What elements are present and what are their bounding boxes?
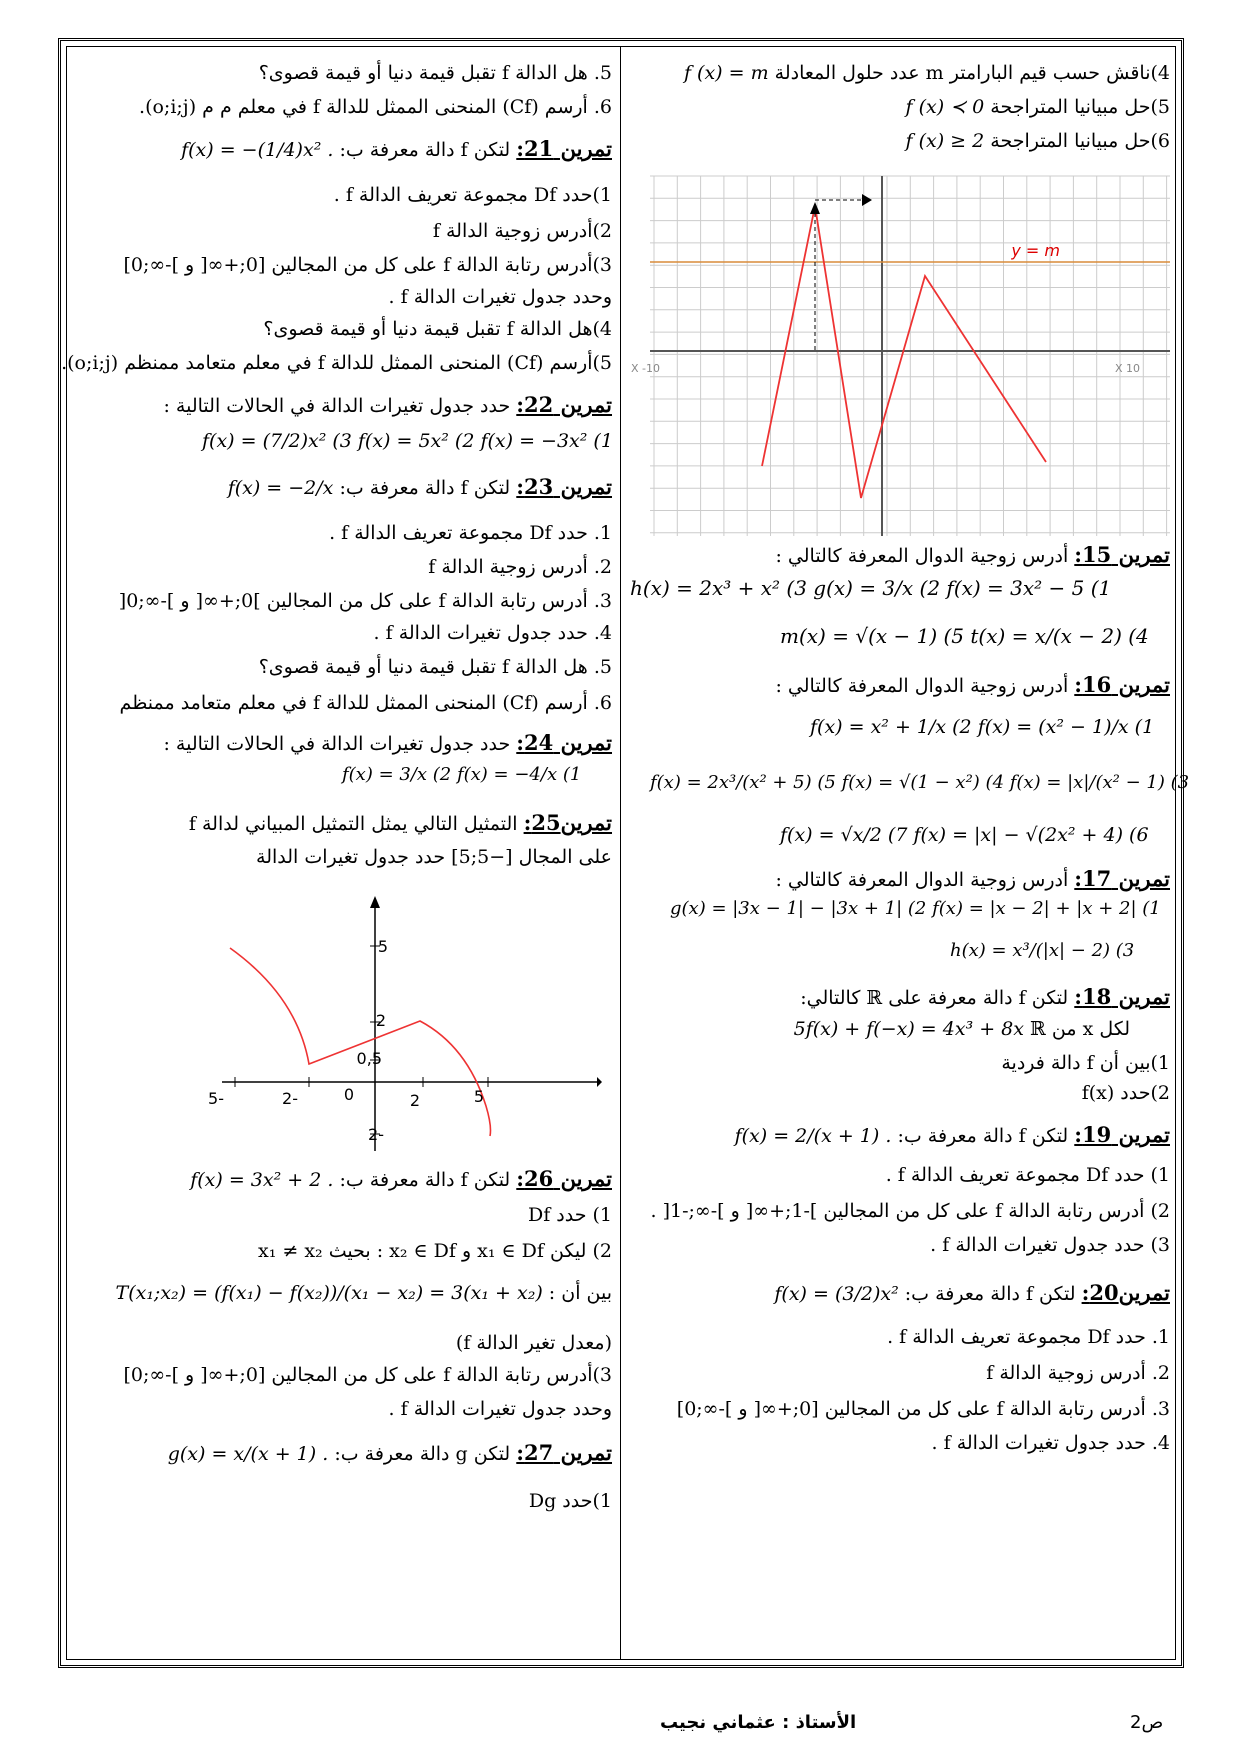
page-number: ص2 [1130,1712,1164,1733]
ex23-q1: 1. حدد Df مجموعة تعريف الدالة f . [329,522,612,544]
ex26-q1: 1) حدد Df [527,1204,612,1226]
ex23-q4: 4. حدد جدول تغيرات الدالة f . [373,622,612,644]
ex17-heading: تمرين 17: أدرس زوجية الدوال المعرفة كالتالي : [775,866,1170,891]
label-y-m: y = m [1011,241,1060,260]
ex19-q1: 1) حدد Df مجموعة تعريف الدالة f . [885,1164,1170,1186]
top-q6: 6. أرسم (Cf) المنحنى الممثل للدالة f في معلم م م (o;i;j). [139,96,612,118]
x-arrow-icon [597,1077,602,1087]
ex16-heading: تمرين 16: أدرس زوجية الدوال المعرفة كالتالي : [775,672,1170,697]
ex15-math2: m(x) = √(x − 1) (5 t(x) = x/(x − 2) (4 [780,624,1149,648]
tick-x-2: 2 [409,1091,420,1110]
ex24-heading: تمرين 24: حدد جدول تغيرات الدالة في الحالات التالية : [163,730,612,755]
ex26-q2m: بين أن : T(x₁;x₂) = (f(x₁) − f(x₂))/(x₁ − x₂) = 3(x₁ + x₂) [115,1282,612,1304]
ex15-math1: h(x) = 2x³ + x² (3 g(x) = 3/x (2 f(x) = 3x² − 5 (1 [630,576,1112,600]
ex17-math1: g(x) = |3x − 1| − |3x + 1| (2 f(x) = |x − 2| + |x + 2| (1 [670,898,1161,919]
ex19-heading: تمرين 19: لتكن f دالة معرفة ب: f(x) = 2/(x + 1) . [734,1122,1170,1147]
ex26-q2: 2) ليكن x₁ ∈ Df و x₂ ∈ Df : بحيث x₁ ≠ x₂ [258,1240,612,1262]
ex20-q1: 1. حدد Df مجموعة تعريف الدالة f . [887,1326,1170,1348]
author: الأستاذ : عثماني نجيب [660,1712,857,1733]
ex18-heading: تمرين 18: لتكن f دالة معرفة على ℝ كالتالي: [800,984,1170,1009]
ex18-math: لكل x من ℝ 5f(x) + f(−x) = 4x³ + 8x [793,1018,1130,1040]
ex25-graph [208,896,602,1156]
ex24-math: f(x) = 3/x (2 f(x) = −4/x (1 [342,764,582,785]
ex22-heading: تمرين 22: حدد جدول تغيرات الدالة في الحالات التالية : [163,392,612,417]
q6-line: 6)حل مبيانيا المتراجحة f (x) ≥ 2 [905,130,1170,152]
ex20-q4: 4. حدد جدول تغيرات الدالة f . [931,1432,1170,1454]
tick-y-neg2: -2 [368,1125,384,1144]
ex21-q5: 5)أرسم (Cf) المنحنى الممثل للدالة f في معلم متعامد ممنظم (o;i;j). [61,352,612,374]
label-xmin: X -10 [631,362,660,375]
y-arrow-icon [370,896,380,908]
ex21-q3b: وحدد جدول تغيرات الدالة f . [388,286,612,308]
tick-x-neg5: -5 [208,1089,224,1108]
ex16-math2: f(x) = 2x³/(x² + 5) (5 f(x) = √(1 − x²) (4 f(x) = |x|/(x² − 1) (3 [650,772,1190,793]
ex22-math: f(x) = (7/2)x² (3 f(x) = 5x² (2 f(x) = −3x² (1 [202,430,613,452]
tick-y-0-5: 0,5 [356,1049,382,1068]
ex17-math2: h(x) = x³/(|x| − 2) (3 [950,940,1135,961]
ex19-q2: 2) أدرس رتابة الدالة f على كل من المجالين ]-1;+∞[ و ]-∞;-1[ . [650,1200,1170,1222]
ex23-heading: تمرين 23: لتكن f دالة معرفة ب: f(x) = −2/x [227,474,612,499]
ex27-q1: 1)حدد Dg [528,1490,612,1512]
ex23-q6: 6. أرسم (Cf) المنحنى الممثل للدالة f في معلم متعامد ممنظم [119,692,612,714]
q4-line: 4)ناقش حسب قيم البارامتر m عدد حلول المعادلة f (x) = m [683,62,1170,84]
tick-x-neg2: -2 [282,1089,298,1108]
tick-y-5: 5 [377,937,388,956]
ex18-q2: 2)حدد f(x) [1081,1082,1170,1104]
ex23-q3: 3. أدرس رتابة الدالة f على كل من المجالين ]0;+∞[ و ]-∞;0[ [118,590,612,612]
ex23-q5: 5. هل الدالة f تقبل قيمة دنيا أو قيمة قصوى؟ [258,656,612,678]
ex21-q1: 1)حدد Df مجموعة تعريف الدالة f . [333,184,612,206]
q5-line: 5)حل مبيانيا المتراجحة f (x) ≺ 0 [905,96,1170,118]
column-divider [620,46,621,1660]
ex16-math3: f(x) = √x/2 (7 f(x) = |x| − √(2x² + 4) (6 [780,824,1149,846]
label-xmax: X 10 [1114,362,1140,375]
ex21-q3: 3)أدرس رتابة الدالة f على كل من المجالين [0;+∞[ و ]-∞;0] [123,254,612,276]
ex26-q2c: (معدل تغير الدالة f) [455,1332,612,1354]
ex25-text2: على المجال [−5;5] حدد جدول تغيرات الدالة [256,846,612,868]
ex20-q3: 3. أدرس رتابة الدالة f على كل من المجالين [0;+∞[ و ]-∞;0] [676,1398,1170,1420]
ex21-q4: 4)هل الدالة f تقبل قيمة دنيا أو قيمة قصوى؟ [263,318,612,340]
ex25-heading: تمرين25: التمثيل التالي يمثل التمثيل المبياني لدالة f [188,810,612,835]
tick-origin: 0 [343,1085,354,1104]
ex26-heading: تمرين 26: لتكن f دالة معرفة ب: f(x) = 3x² + 2 . [190,1166,612,1191]
tick-y-2: 2 [375,1011,386,1030]
ex19-q3: 3) حدد جدول تغيرات الدالة f . [930,1234,1170,1256]
ex21-q2: 2)أدرس زوجية الدالة f [432,220,612,242]
ex26-q3b: وحدد جدول تغيرات الدالة f . [388,1398,612,1420]
tick-x-5: 5 [473,1087,484,1106]
ex26-q3: 3)أدرس رتابة الدالة f على كل من المجالين [0;+∞[ و ]-∞;0] [123,1364,612,1386]
function-graph [631,176,1170,536]
ex20-heading: تمرين20: لتكن f دالة معرفة ب: f(x) = (3/2)x² [774,1280,1170,1305]
ex16-math1: f(x) = x² + 1/x (2 f(x) = (x² − 1)/x (1 [810,716,1155,738]
ex27-heading: تمرين 27: لتكن g دالة معرفة ب: g(x) = x/(x + 1) . [167,1440,612,1465]
ex18-q1: 1)بين أن f دالة فردية [1001,1052,1170,1074]
top-q5: 5. هل الدالة f تقبل قيمة دنيا أو قيمة قصوى؟ [258,62,612,84]
ex15-heading: تمرين 15: أدرس زوجية الدوال المعرفة كالتالي : [775,542,1170,567]
ex25-curve [230,948,491,1136]
ex21-heading: تمرين 21: لتكن f دالة معرفة ب: f(x) = −(1/4)x² . [181,136,612,161]
ex20-q2: 2. أدرس زوجية الدالة f [986,1362,1170,1384]
ex23-q2: 2. أدرس زوجية الدالة f [428,556,612,578]
